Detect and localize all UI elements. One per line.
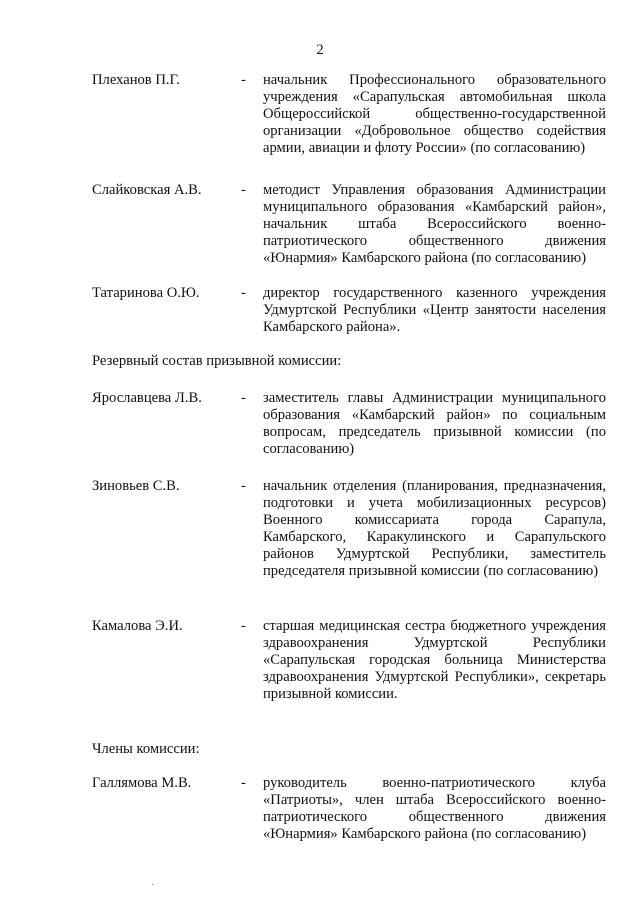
page-number: 2 xyxy=(316,42,324,58)
dash-separator: - xyxy=(241,775,246,791)
scan-artifact xyxy=(152,884,153,885)
dash-separator: - xyxy=(241,618,246,634)
member-position: директор государственного казенного учреждения Удмуртской Республики «Центр занятости населения Камбарского района». xyxy=(263,285,606,335)
dash-separator: - xyxy=(241,285,246,301)
member-name: Камалова Э.И. xyxy=(92,618,183,634)
dash-separator: - xyxy=(241,72,246,88)
member-position: руководитель военно-патриотического клуба «Патриоты», член штаба Всероссийского военно-патриотического общественного движения «Юнармия» Камбарского района (по согласованию) xyxy=(263,775,606,842)
member-position: старшая медицинская сестра бюджетного учреждения здравоохранения Удмуртской Республики «Сарапульская городская больница Министерства здравоохранения Удмуртской Республики», секретарь призывной комиссии. xyxy=(263,618,606,702)
dash-separator: - xyxy=(241,182,246,198)
member-position: начальник отделения (планирования, предназначения, подготовки и учета мобилизационных ресурсов) Военного комиссариата города Сарапула, Камбарского, Каракулинского и Сарапульского районов Удмуртской Республики, заместитель председателя призывной комиссии (по согласованию) xyxy=(263,478,606,579)
member-name: Галлямова М.В. xyxy=(92,775,192,791)
dash-separator: - xyxy=(241,478,246,494)
member-position: начальник Профессионального образовательного учреждения «Сарапульская автомобильная школа Общероссийской общественно-государственной организации «Добровольное общество содействия армии, авиации и флоту России» (по согласованию) xyxy=(263,72,606,156)
member-name: Татаринова О.Ю. xyxy=(92,285,200,301)
dash-separator: - xyxy=(241,390,246,406)
member-position: заместитель главы Администрации муниципального образования «Камбарский район» по социальным вопросам, председатель призывной комиссии (по согласованию) xyxy=(263,390,606,457)
member-name: Слайковская А.В. xyxy=(92,182,202,198)
member-name: Ярославцева Л.В. xyxy=(92,390,202,406)
member-name: Зиновьев С.В. xyxy=(92,478,180,494)
member-position: методист Управления образования Администрации муниципального образования «Камбарский район», начальник штаба Всероссийского военно-патриотического общественного движения «Юнармия» Камбарского района (по согласованию) xyxy=(263,182,606,266)
section-heading-reserve: Резервный состав призывной комиссии: xyxy=(92,353,342,369)
member-name: Плеханов П.Г. xyxy=(92,72,180,88)
section-heading-members: Члены комиссии: xyxy=(92,741,200,757)
